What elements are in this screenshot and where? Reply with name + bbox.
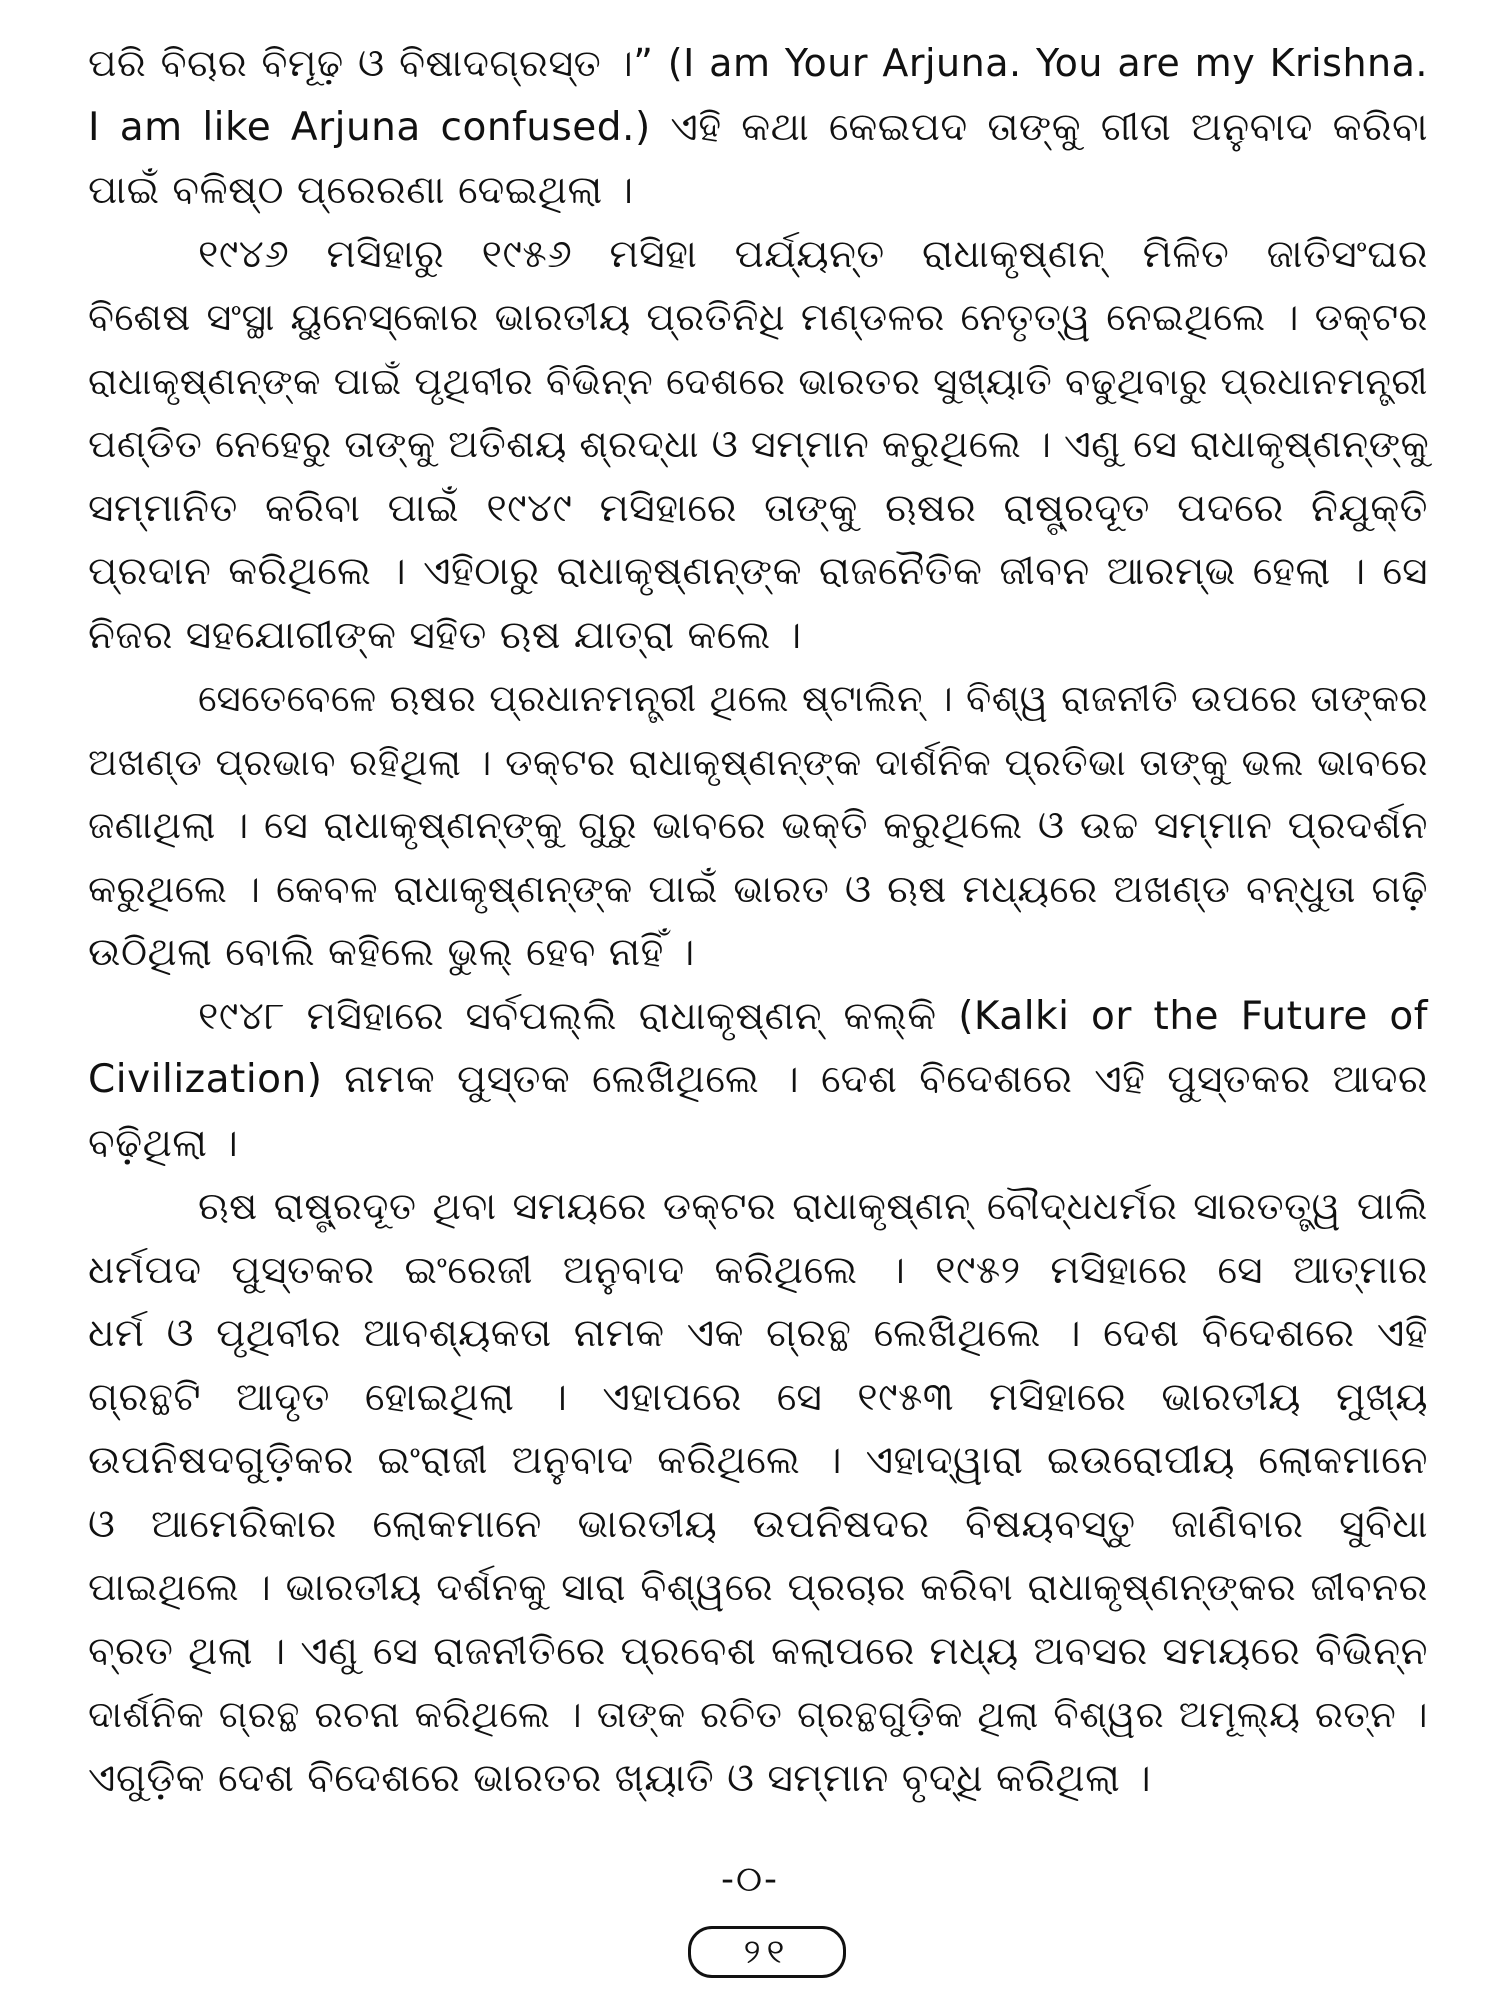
text-line: ବ୍ରତ ଥିଲା । ଏଣୁ ସେ ରାଜନୀତିରେ ପ୍ରବେଶ କଲାପରେ ମଧ୍ୟ ଅବସର ସମୟରେ ବିଭିନ୍ନ xyxy=(88,1628,1428,1674)
paragraph-2 xyxy=(88,223,1428,668)
text-line: ଋଷ ରାଷ୍ଟ୍ରଦୂତ ଥିବା ସମୟରେ ଡକ୍ଟର ରାଧାକୃଷ୍ଣନ୍ ବୌଦ୍ଧଧର୍ମର ସାରତତ୍ତ୍ୱ ପାଲି xyxy=(198,1184,1428,1228)
text-line: ଗ୍ରନ୍ଥଟି ଆଦୃତ ହୋଇଥିଲା । ଏହାପରେ ସେ ୧୯୫୩ ମସିହାରେ ଭାରତୀୟ ମୁଖ୍ୟ xyxy=(88,1374,1428,1420)
text-line: ରାଧାକୃଷ୍ଣନ୍‌ଙ୍କ ପାଇଁ ପୃଥିବୀର ବିଭିନ୍ନ ଦେଶରେ ଭାରତର ସୁଖ୍ୟାତି ବଢୁଥିବାରୁ ପ୍ରଧାନମନ୍ତ୍ରୀ xyxy=(88,359,1428,403)
text-line: ଅଖଣ୍ଡ ପ୍ରଭାବ ରହିଥିଲା । ଡକ୍ଟର ରାଧାକୃଷ୍ଣନ୍‌ଙ୍କ ଦାର୍ଶନିକ ପ୍ରତିଭା ତାଙ୍କୁ ଭଲ ଭାବରେ xyxy=(88,740,1428,784)
text-line: ପାଇଁ ବଳିଷ୍ଠ ପ୍ରେରଣା ଦେଇଥିଲା । xyxy=(88,168,634,213)
text-line: ଧର୍ମ ଓ ପୃଥିବୀର ଆବଶ୍ୟକତା ନାମକ ଏକ ଗ୍ରନ୍ଥ ଲେଖିଥିଲେ । ଦେଶ ବିଦେଶରେ ଏହି xyxy=(88,1311,1428,1356)
text-line: ଦାର୍ଶନିକ ଗ୍ରନ୍ଥ ରଚନା କରିଥିଲେ । ତାଙ୍କ ରଚିତ ଗ୍ରନ୍ଥଗୁଡ଼ିକ ଥିଲା ବିଶ୍ୱର ଅମୂଲ୍ୟ ରତ୍ନ । xyxy=(88,1693,1428,1736)
page-number-badge: ୨୧ xyxy=(688,1926,846,1978)
page-body xyxy=(88,32,1428,1810)
paragraph-4 xyxy=(88,985,1428,1176)
text-line: ଉପନିଷଦଗୁଡ଼ିକର ଇଂରାଜୀ ଅନୁବାଦ କରିଥିଲେ । ଏହାଦ୍ୱାରା ଇଉରୋପୀୟ ଲୋକମାନେ xyxy=(88,1438,1428,1483)
text-line: ସମ୍ମାନିତ କରିବା ପାଇଁ ୧୯୪୯ ମସିହାରେ ତାଙ୍କୁ ଋଷର ରାଷ୍ଟ୍ରଦୂତ ପଦରେ ନିଯୁକ୍ତି xyxy=(88,485,1428,531)
paragraph-3 xyxy=(88,667,1428,985)
paragraph-5 xyxy=(88,1175,1428,1810)
text-line: I am like Arjuna confused.) ଏହି କଥା କେଇପଦ ତାଙ୍କୁ ଗୀତା ଅନୁବାଦ କରିବା xyxy=(88,104,1428,150)
text-line: ଉଠିଥିଲା ବୋଲି କହିଲେ ଭୁଲ୍ ହେବ ନାହିଁ । xyxy=(88,930,695,975)
text-line: ପଣ୍ଡିତ ନେହେରୁ ତାଙ୍କୁ ଅତିଶୟ ଶ୍ରଦ୍ଧା ଓ ସମ୍ମାନ କରୁଥିଲେ । ଏଣୁ ସେ ରାଧାକୃଷ୍ଣନ୍‌ଙ୍କୁ xyxy=(88,422,1430,466)
text-line: ସେତେବେଳେ ଋଷର ପ୍ରଧାନମନ୍ତ୍ରୀ ଥିଲେ ଷ୍ଟାଲିନ୍ । ବିଶ୍ୱ ରାଜନୀତି ଉପରେ ତାଙ୍କର xyxy=(198,677,1428,720)
text-line: କରୁଥିଲେ । କେବଳ ରାଧାକୃଷ୍ଣନ୍‌ଙ୍କ ପାଇଁ ଭାରତ ଓ ଋଷ ମଧ୍ୟରେ ଅଖଣ୍ଡ ବନ୍ଧୁତା ଗଢ଼ି xyxy=(88,866,1428,911)
paragraph-1 xyxy=(88,32,1428,223)
text-line: ପାଇଥିଲେ । ଭାରତୀୟ ଦର୍ଶନକୁ ସାରା ବିଶ୍ୱରେ ପ୍ରଚାର କରିବା ରାଧାକୃଷ୍ଣନ୍‌ଙ୍କର ଜୀବନର xyxy=(88,1565,1428,1609)
text-line: ବିଶେଷ ସଂସ୍ଥା ୟୁନେସ୍କୋର ଭାରତୀୟ ପ୍ରତିନିଧି ମଣ୍ଡଳର ନେତୃତ୍ୱ ନେଇଥିଲେ । ଡକ୍ଟର xyxy=(88,295,1428,339)
section-end-mark: -୦- xyxy=(720,1859,780,1900)
text-line: Civilization) ନାମକ ପୁସ୍ତକ ଲେଖିଥିଲେ । ଦେଶ ବିଦେଶରେ ଏହି ପୁସ୍ତକର ଆଦର xyxy=(88,1057,1428,1102)
text-line: ୧୯୪୮ ମସିହାରେ ସର୍ବପଲ୍ଲି ରାଧାକୃଷ୍ଣନ୍ କଲ୍‌କି (Kalki or the Future of xyxy=(198,993,1428,1039)
text-line: ୧୯୪୬ ମସିହାରୁ ୧୯୫୬ ମସିହା ପର୍ଯ୍ୟନ୍ତ ରାଧାକୃଷ୍ଣନ୍ ମିଳିତ ଜାତିସଂଘର xyxy=(198,231,1428,277)
text-line: ଜଣାଥିଲା । ସେ ରାଧାକୃଷ୍ଣନ୍‌ଙ୍କୁ ଗୁରୁ ଭାବରେ ଭକ୍ତି କରୁଥିଲେ ଓ ଉଚ୍ଚ ସମ୍ମାନ ପ୍ରଦର୍ଶନ xyxy=(88,803,1428,847)
text-line: ବଢ଼ିଥିଲା । xyxy=(88,1120,239,1166)
text-line: ଓ ଆମେରିକାର ଲୋକମାନେ ଭାରତୀୟ ଉପନିଷଦର ବିଷୟବସ୍ତୁ ଜାଣିବାର ସୁବିଧା xyxy=(88,1501,1428,1547)
text-line: ନିଜର ସହଯୋଗୀଙ୍କ ସହିତ ଋଷ ଯାତ୍ରା କଲେ । xyxy=(88,612,802,658)
text-line: ଧର୍ମପଦ ପୁସ୍ତକର ଇଂରେଜୀ ଅନୁବାଦ କରିଥିଲେ । ୧୯୫୨ ମସିହାରେ ସେ ଆତ୍ମାର xyxy=(88,1247,1428,1293)
text-line: ପରି ବିଚାର ବିମୂଢ଼ ଓ ବିଷାଦଗ୍ରସ୍ତ ।” (I am Your Arjuna. You are my Krishna. xyxy=(88,41,1428,85)
text-line: ପ୍ରଦାନ କରିଥିଲେ । ଏହିଠାରୁ ରାଧାକୃଷ୍ଣନ୍‌ଙ୍କ ରାଜନୈତିକ ଜୀବନ ଆରମ୍ଭ ହେଲା । ସେ xyxy=(88,549,1428,594)
text-line: ଏଗୁଡ଼ିକ ଦେଶ ବିଦେଶରେ ଭାରତର ଖ୍ୟାତି ଓ ସମ୍ମାନ ବୃଦ୍ଧି କରିଥିଲା । xyxy=(88,1755,1152,1801)
